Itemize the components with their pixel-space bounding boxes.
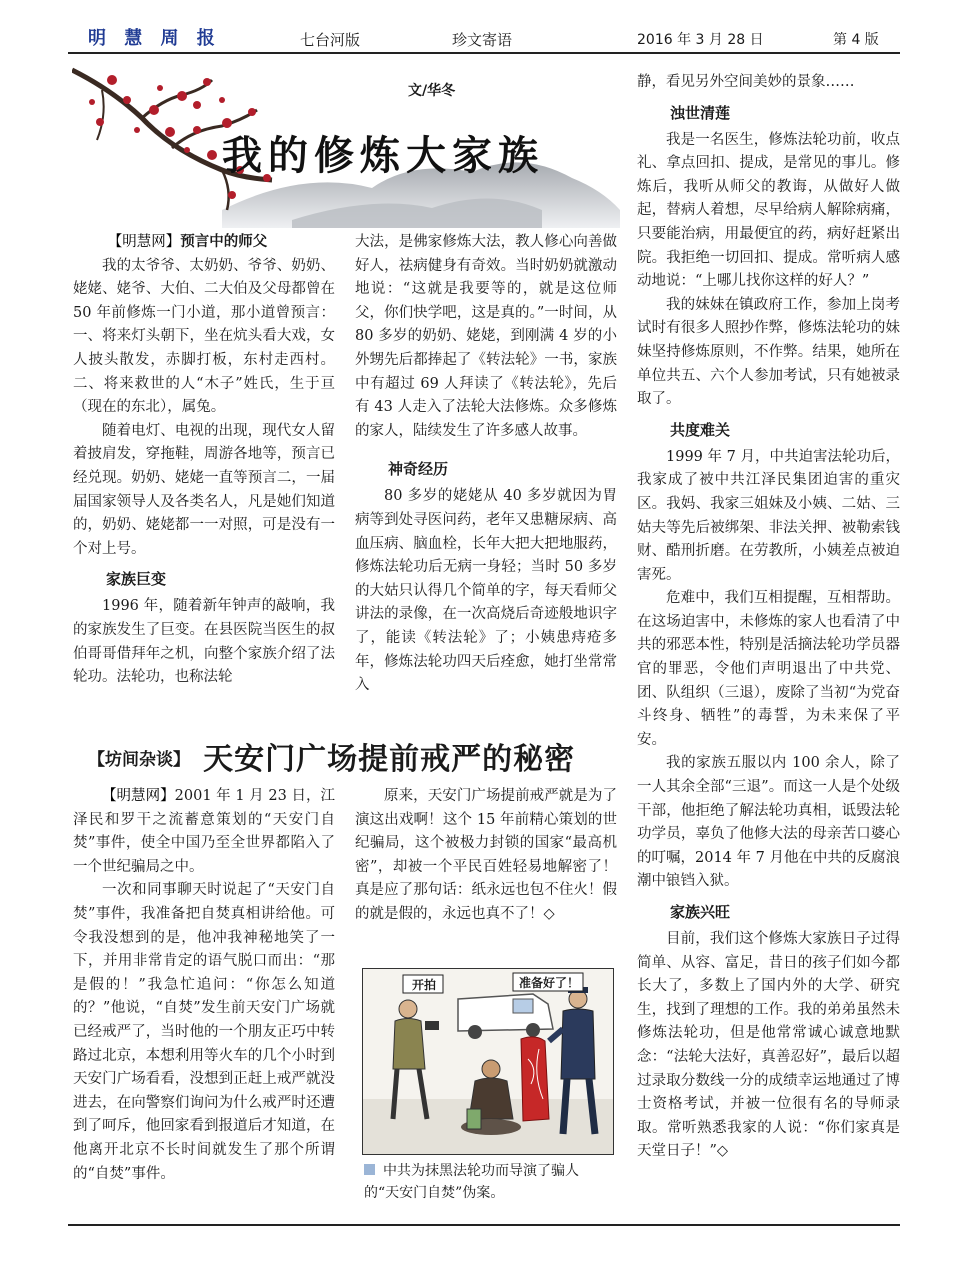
caption-text: 中共为抹黑法轮功而导演了骗人的“天安门自焚”伪案。 (364, 1163, 579, 1201)
section-heading: 浊世清莲 (670, 103, 731, 122)
article-title: 我的修炼大家族 (222, 132, 544, 179)
paragraph-text: 2001 年 1 月 23 日，江泽民和罗干之流蓄意策划的“天安门自焚”事件，使全中国乃至全世界都陷入了一个世纪骗局之中。 (73, 788, 336, 875)
paper-name: 明 慧 周 报 (88, 28, 221, 49)
paragraph: 静，看见另外空间美妙的景象…… (637, 74, 855, 90)
footer-rule (68, 1224, 900, 1226)
section-heading: 预言中的师父 (180, 234, 268, 250)
article2-headline (88, 734, 575, 778)
section-label: 珍文寄语 (452, 31, 513, 49)
section-heading: 神奇经历 (388, 460, 449, 479)
speech-bubble-action: 开拍 (411, 978, 436, 992)
article-byline: 文/华冬 (408, 83, 456, 99)
article2-column-2 (355, 785, 617, 927)
caption-marker-icon (364, 1164, 375, 1175)
paragraph: 目前，我们这个修炼大家族日子过得简单、从容、富足，昔日的孩子们如今都长大了，多数上了国内外的大学、研究生，找到了理想的工作。我的弟弟虽然未修炼法轮功，但是他常常诚心诚意地默念：“法轮大法好，真善忍好”，最后以超过录取分数线一分的成绩幸运地通过了博士资格考试，并被一位很有名的导师录取。常听熟悉我家的人说：“你们家真是天堂日子！”◇ (637, 931, 900, 1160)
article1-column-1 (73, 231, 335, 690)
article2-column-1 (73, 785, 335, 1186)
cartoon-illustration (362, 968, 614, 1155)
section-heading: 共度难关 (670, 420, 731, 439)
paragraph: 大法，是佛家修炼大法，教人修心向善做好人，祛病健身有奇效。当时奶奶就激动地说：“这就是我要等的，就是这位师父，你们快学吧，这是真的。”一时间，从 80 多岁的奶奶、姥姥，到刚满 4 岁的小外甥先后都捧起了《转法轮》一书，家族中有超过 69 人拜读了《转法轮》，先后有 43 人走入了法轮大法修炼。众多修炼的家人，陆续发生了许多感人故事。 (355, 234, 617, 439)
paragraph: 我的家族五服以内 100 余人，除了一人其余全部“三退”。而这一人是个处级干部，他拒绝了解法轮功真相，诋毁法轮功学员，辜负了他修大法的母亲苦口婆心的叮嘱，2014 年 7 月他在中共的反腐浪潮中锒铛入狱。 (637, 755, 900, 890)
speech-bubble-ready: 准备好了！ (518, 976, 579, 990)
paragraph: 80 多岁的姥姥从 40 多岁就因为胃病等到处寻医问药，老年又患糖尿病、高血压病、脑血栓，长年大把大把地服药，修炼法轮功后无病一身轻；当时 50 多岁的大姑只认得几个简单的字，每天看师父讲法的录像，在一次高烧后奇迹般地识字了，能读《转法轮》了；小姨患痔疮多年，修炼法轮功四天后痊愈，她打坐常常入 (355, 488, 617, 694)
header-rule (68, 52, 900, 54)
paragraph: 1996 年，随着新年钟声的敲响，我的家族发生了巨变。在县医院当医生的叔伯哥哥借拜年之机，向整个家族介绍了法轮功。法轮功，也称法轮 (73, 598, 335, 686)
page-number: 第 4 版 (833, 32, 879, 48)
cartoon-caption (364, 1160, 612, 1204)
column-tag: 【坊间杂谈】 (88, 750, 190, 770)
paragraph: 危难中，我们互相提醒，互相帮助。在这场迫害中，未修炼的家人也看清了中共的邪恶本性，特别是活摘法轮功学员器官的罪恶，令他们声明退出了中共党、团、队组织（三退），废除了当初“为党奋斗终身、牺牲”的毒誓，为未来保了平安。 (637, 590, 900, 748)
article1-column-3 (637, 71, 900, 1164)
paragraph: 1999 年 7 月，中共迫害法轮功后，我家成了被中共江泽民集团迫害的重灾区。我妈、我家三姐妹及小姨、二姑、三姑夫等先后被绑架、非法关押、被勒索钱财、酷刑折磨。在劳教所，小姨差点被迫害死。 (637, 448, 900, 583)
article2-title: 天安门广场提前戒严的秘密 (203, 742, 576, 777)
issue-date: 2016 年 3 月 28 日 (637, 32, 764, 48)
paragraph: 我的妹妹在镇政府工作，参加上岗考试时有很多人照抄作弊，修炼法轮功的妹妹坚持修炼原则，不作弊。结果，她所在单位共五、六个人参加考试，只有她被录取了。 (637, 296, 900, 408)
paragraph: 原来，天安门广场提前戒严就是为了演这出戏啊！这个 15 年前精心策划的世纪骗局，这个被极力封锁的国家“最高机密”，却被一个平民百姓轻易地解密了！真是应了那句话：纸永远也包不住火！假的就是假的，永远也真不了！◇ (355, 788, 617, 922)
edition-label: 七台河版 (300, 31, 361, 49)
self-immolation-cartoon (363, 969, 613, 1154)
paragraph: 一次和同事聊天时说起了“天安门自焚”事件，我准备把自焚真相讲给他。可令我没想到的是，他冲我神秘地笑了一下，并用非常肯定的语气脱口而出：“那是假的！”我急忙追问：“你怎么知道的？”他说，“自焚”发生前天安门广场就已经戒严了，当时他的一个朋友正巧中转路过北京，本想利用等火车的几个小时到天安门广场看看，没想到正赶上戒严就没进去，在向警察们询问为什么戒严时还遭到了呵斥，他回家看到报道后才知道，在他离开北京不长时间就发生了那个所谓的“自焚”事件。 (73, 882, 335, 1182)
paragraph: 我的太爷爷、太奶奶、爷爷、奶奶、姥姥、姥爷、大伯、二大伯及父母都曾在 50 年前修炼一门小道，那小道曾预言：一、将来灯头朝下，坐在炕头看大戏，女人披头散发，赤脚打板，东村走西村。二、将来救世的人“木子”姓氏，生于亘（现在的东北），属兔。 (73, 257, 335, 416)
section-heading: 家族巨变 (106, 570, 167, 589)
paragraph: 随着电灯、电视的出现，现代女人留着披肩发，穿拖鞋，周游各地等，预言已经兑现。奶奶、姥姥一直等预言二，一届届国家领导人及各类名人，凡是她们知道的，奶奶、姥姥都一一对照，可是没有一个对上号。 (73, 422, 335, 557)
paragraph: 我是一名医生，修炼法轮功前，收点礼、拿点回扣、提成，是常见的事儿。修炼后，我听从师父的教诲，从做好人做起，替病人着想，尽早给病人解除病痛，只要能治病，用最便宜的药，病好赶紧出院。我拒绝一切回扣、提成。常听病人感动地说：“上哪儿找你这样的好人？” (637, 131, 900, 290)
article1-column-2 (355, 231, 617, 698)
section-heading: 家族兴旺 (670, 903, 731, 921)
source-tag: 【明慧网】 (107, 234, 181, 250)
source-tag: 【明慧网】 (102, 788, 175, 804)
